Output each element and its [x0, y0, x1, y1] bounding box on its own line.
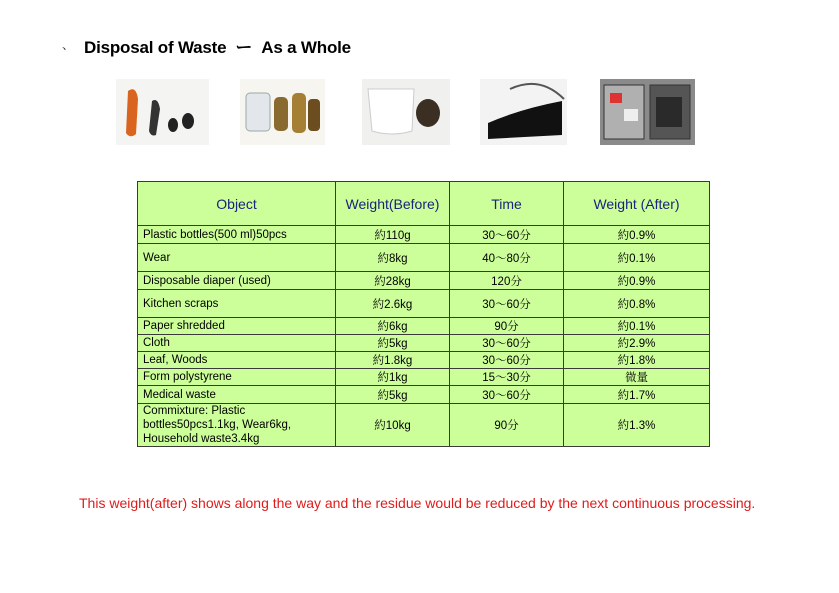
diaper-photo	[362, 79, 450, 145]
column-header-weight-after: Weight (After)	[564, 182, 710, 226]
cell-object: Kitchen scraps	[138, 290, 336, 318]
cell-weight-after: 約1.7%	[564, 386, 710, 404]
table-row	[138, 226, 710, 244]
cell-time: 90分	[450, 318, 564, 335]
cell-object: Paper shredded	[138, 318, 336, 335]
cell-time: 30〜60分	[450, 386, 564, 404]
table-row	[138, 272, 710, 290]
cell-weight-before: 約110g	[336, 226, 450, 244]
footnote: This weight(after) shows along the way and the residue would be reduced by the next continuous processing.	[79, 495, 756, 511]
medical-waste-tray-photo	[600, 79, 695, 145]
cell-weight-after: 約0.9%	[564, 272, 710, 290]
table-row	[138, 290, 710, 318]
title-bullet: 、	[62, 38, 75, 52]
cell-weight-before: 約28kg	[336, 272, 450, 290]
cell-object: Disposable diaper (used)	[138, 272, 336, 290]
column-header-time: Time	[450, 182, 564, 226]
cell-weight-before: 約8kg	[336, 244, 450, 272]
cell-weight-after: 約0.9%	[564, 226, 710, 244]
cell-time: 120分	[450, 272, 564, 290]
table-row	[138, 335, 710, 352]
cell-time: 30〜60分	[450, 290, 564, 318]
cell-weight-before: 約6kg	[336, 318, 450, 335]
cell-time: 15〜30分	[450, 369, 564, 386]
results-table	[137, 181, 710, 447]
plastic-bottles-photo	[240, 79, 325, 145]
table-row	[138, 386, 710, 404]
table-row	[138, 404, 710, 447]
table-row	[138, 369, 710, 386]
cell-time: 40〜80分	[450, 244, 564, 272]
cell-object: Commixture: Plastic bottles50pcs1.1kg, Wear6kg, Household waste3.4kg	[138, 404, 336, 447]
cell-object: Form polystyrene	[138, 369, 336, 386]
cell-time: 30〜60分	[450, 335, 564, 352]
cell-weight-after: 微量	[564, 369, 710, 386]
cell-weight-before: 約5kg	[336, 335, 450, 352]
cell-weight-before: 約10kg	[336, 404, 450, 447]
black-residue-photo	[480, 79, 567, 145]
cell-weight-after: 約0.1%	[564, 244, 710, 272]
cell-object: Leaf, Woods	[138, 352, 336, 369]
cell-weight-after: 約1.3%	[564, 404, 710, 447]
table-row	[138, 352, 710, 369]
cell-weight-after: 約0.1%	[564, 318, 710, 335]
cell-object: Cloth	[138, 335, 336, 352]
cell-time: 30〜60分	[450, 352, 564, 369]
cell-object: Medical waste	[138, 386, 336, 404]
cell-object: Plastic bottles(500 ml)50pcs	[138, 226, 336, 244]
cell-weight-after: 約2.9%	[564, 335, 710, 352]
cell-weight-after: 約0.8%	[564, 290, 710, 318]
cell-time: 90分	[450, 404, 564, 447]
cell-weight-before: 約2.6kg	[336, 290, 450, 318]
column-header-weight-before: Weight(Before)	[336, 182, 450, 226]
cell-time: 30〜60分	[450, 226, 564, 244]
cell-weight-before: 約1kg	[336, 369, 450, 386]
cell-weight-before: 約5kg	[336, 386, 450, 404]
cell-object: Wear	[138, 244, 336, 272]
column-header-object: Object	[138, 182, 336, 226]
page-title: Disposal of Waste ー As a Whole	[84, 38, 351, 57]
carrots-and-charcoal-photo	[116, 79, 209, 145]
table-header-row	[138, 182, 710, 226]
table-row	[138, 318, 710, 335]
cell-weight-after: 約1.8%	[564, 352, 710, 369]
cell-weight-before: 約1.8kg	[336, 352, 450, 369]
table-row	[138, 244, 710, 272]
